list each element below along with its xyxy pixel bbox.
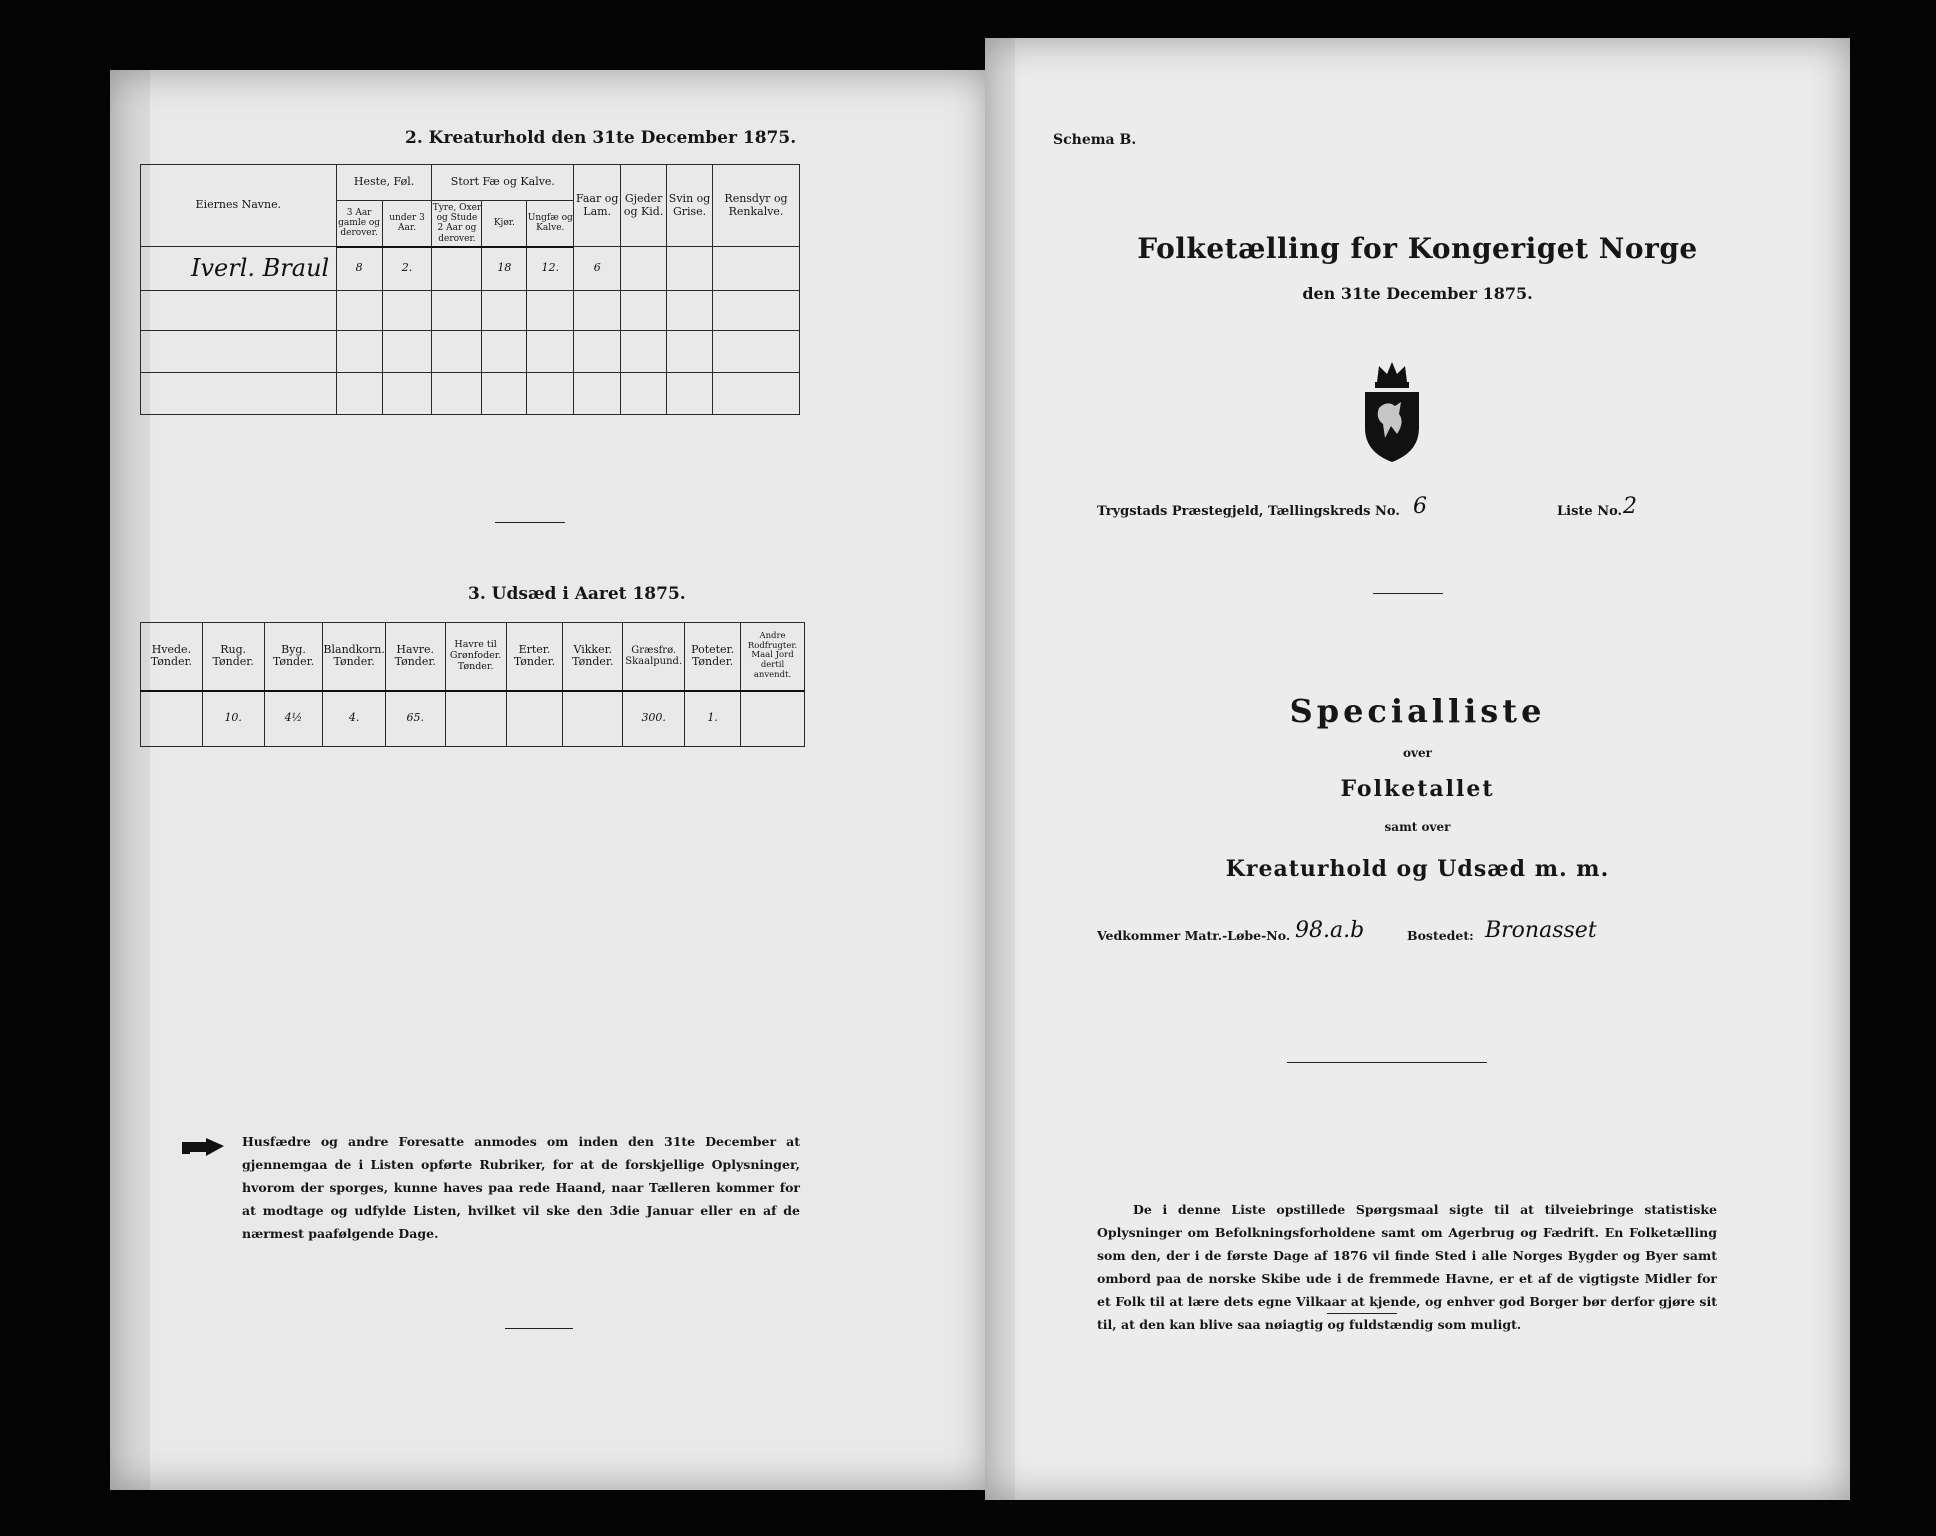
owner-cell: Iverl. Braul xyxy=(141,247,337,291)
sow-value-hvede xyxy=(141,691,203,747)
sow-value-havre: 65. xyxy=(385,691,445,747)
livestock-table xyxy=(140,164,800,415)
sow-header-gronfoder: Havre til Grønfoder. Tønder. xyxy=(445,623,506,691)
sow-value-byg: 4½ xyxy=(264,691,323,747)
sow-header-erter: Erter. Tønder. xyxy=(506,623,563,691)
header-stort-fae: Stort Fæ og Kalve. xyxy=(432,165,574,201)
sow-header-vikker: Vikker. Tønder. xyxy=(563,623,623,691)
sow-header-blandkorn: Blandkorn. Tønder. xyxy=(323,623,385,691)
svin-cell xyxy=(667,247,713,291)
signature-line xyxy=(1287,1062,1487,1063)
sow-value-gronfoder xyxy=(445,691,506,747)
sow-header-havre: Havre. Tønder. xyxy=(385,623,445,691)
sow-header-hvede: Hvede. Tønder. xyxy=(141,623,203,691)
sow-header-rug: Rug. Tønder. xyxy=(202,623,264,691)
sow-value-rug: 10. xyxy=(202,691,264,747)
sow-value-blandkorn: 4. xyxy=(323,691,385,747)
liste-no: 2 xyxy=(1623,494,1637,519)
bottom-divider-right xyxy=(1327,1313,1397,1314)
section3-title: 3. Udsæd i Aaret 1875. xyxy=(468,584,686,604)
main-title: Folketælling for Kongeriget Norge xyxy=(1137,232,1698,265)
sow-header-poteter: Poteter. Tønder. xyxy=(685,623,741,691)
header-heste-under3: under 3 Aar. xyxy=(382,201,432,247)
sub-title: den 31te December 1875. xyxy=(1302,284,1533,303)
bottom-divider xyxy=(505,1328,573,1329)
folketallet-title: Folketallet xyxy=(1340,776,1495,802)
sowing-table xyxy=(140,622,805,747)
header-rensdyr: Rensdyr og Renkalve. xyxy=(713,165,800,247)
over-label: over xyxy=(1403,746,1432,760)
sow-value-rodfrugter xyxy=(741,691,805,747)
specialliste-title: Specialliste xyxy=(1289,692,1546,730)
header-owner: Eiernes Navne. xyxy=(141,165,337,247)
liste-label: Liste No. xyxy=(1557,504,1623,519)
sow-header-byg: Byg. Tønder. xyxy=(264,623,323,691)
left-page xyxy=(110,70,990,1490)
header-tyre: Tyre, Oxer og Stude 2 Aar og derover. xyxy=(432,201,482,247)
rensdyr-cell xyxy=(713,247,800,291)
header-faar: Faar og Lam. xyxy=(574,165,621,247)
body-text: De i denne Liste opstillede Spørgsmaal sigte til at tilveiebringe statistiske Oplysninger om Befolkningsforholdene samt om Agerbrug og Fædrift. En Folketælling som den, der i de første Dage af 1876 vil finde Sted i alle Norges Bygder og Byer samt ombord paa de norske Skibe ude i de fremmede Havne, er et af de vigtigste Midler for et Folk til at lære dets egne Vilkaar at kjende, og enhver god Borger bør derfor gjøre sit til, at den kan blive saa nøiagtig og fuldstændig som muligt. xyxy=(1097,1202,1717,1332)
section2-title: 2. Kreaturhold den 31te December 1875. xyxy=(405,128,797,148)
pointing-hand-icon xyxy=(180,1136,226,1160)
coat-of-arms-icon xyxy=(1357,356,1427,466)
kjor-cell: 18 xyxy=(482,247,527,291)
matr-no: 98.a.b xyxy=(1295,918,1365,943)
header-gjeder: Gjeder og Kid. xyxy=(621,165,667,247)
sow-header-rodfrugter: Andre Rodfrugter. Maal Jord dertil anvendt. xyxy=(741,623,805,691)
faar-cell: 6 xyxy=(574,247,621,291)
sow-header-graesfro: Græsfrø. Skaalpund. xyxy=(623,623,685,691)
divider-right xyxy=(1373,593,1443,594)
parish-label: Trygstads Præstegjeld, Tællingskreds No. xyxy=(1097,504,1400,519)
tyre-cell xyxy=(432,247,482,291)
header-heste: Heste, Føl. xyxy=(336,165,432,201)
sow-value-poteter: 1. xyxy=(685,691,741,747)
gjeder-cell xyxy=(621,247,667,291)
divider xyxy=(495,522,565,523)
bosted-label: Bostedet: xyxy=(1407,928,1474,943)
sow-value-vikker xyxy=(563,691,623,747)
bosted-value: Bronasset xyxy=(1485,918,1597,943)
kreds-no: 6 xyxy=(1413,494,1427,519)
sow-value-graesfro: 300. xyxy=(623,691,685,747)
sow-value-erter xyxy=(506,691,563,747)
schema-label: Schema B. xyxy=(1053,132,1137,148)
ungfae-cell: 12. xyxy=(527,247,574,291)
heste-3aar-cell: 8 xyxy=(336,247,382,291)
header-svin: Svin og Grise. xyxy=(667,165,713,247)
header-kjor: Kjør. xyxy=(482,201,527,247)
matr-label: Vedkommer Matr.-Løbe-No. xyxy=(1097,928,1291,943)
header-ungfae: Ungfæ og Kalve. xyxy=(527,201,574,247)
heste-under3-cell: 2. xyxy=(382,247,432,291)
notice-text: Husfædre og andre Foresatte anmodes om inden den 31te December at gjennemgaa de i Listen opførte Rubriker, for at de forskjellige Oplysninger, hvorom der sporges, kunne haves paa rede Haand, naar Tælleren kommer for at modtage og udfylde Listen, hvilket vil ske den 3die Januar eller en af de nærmest paafølgende Dage. xyxy=(242,1134,800,1241)
header-heste-3aar: 3 Aar gamle og derover. xyxy=(336,201,382,247)
kreaturhold-title: Kreaturhold og Udsæd m. m. xyxy=(1225,856,1610,882)
right-page xyxy=(985,38,1850,1500)
samt-over-label: samt over xyxy=(1384,820,1451,834)
